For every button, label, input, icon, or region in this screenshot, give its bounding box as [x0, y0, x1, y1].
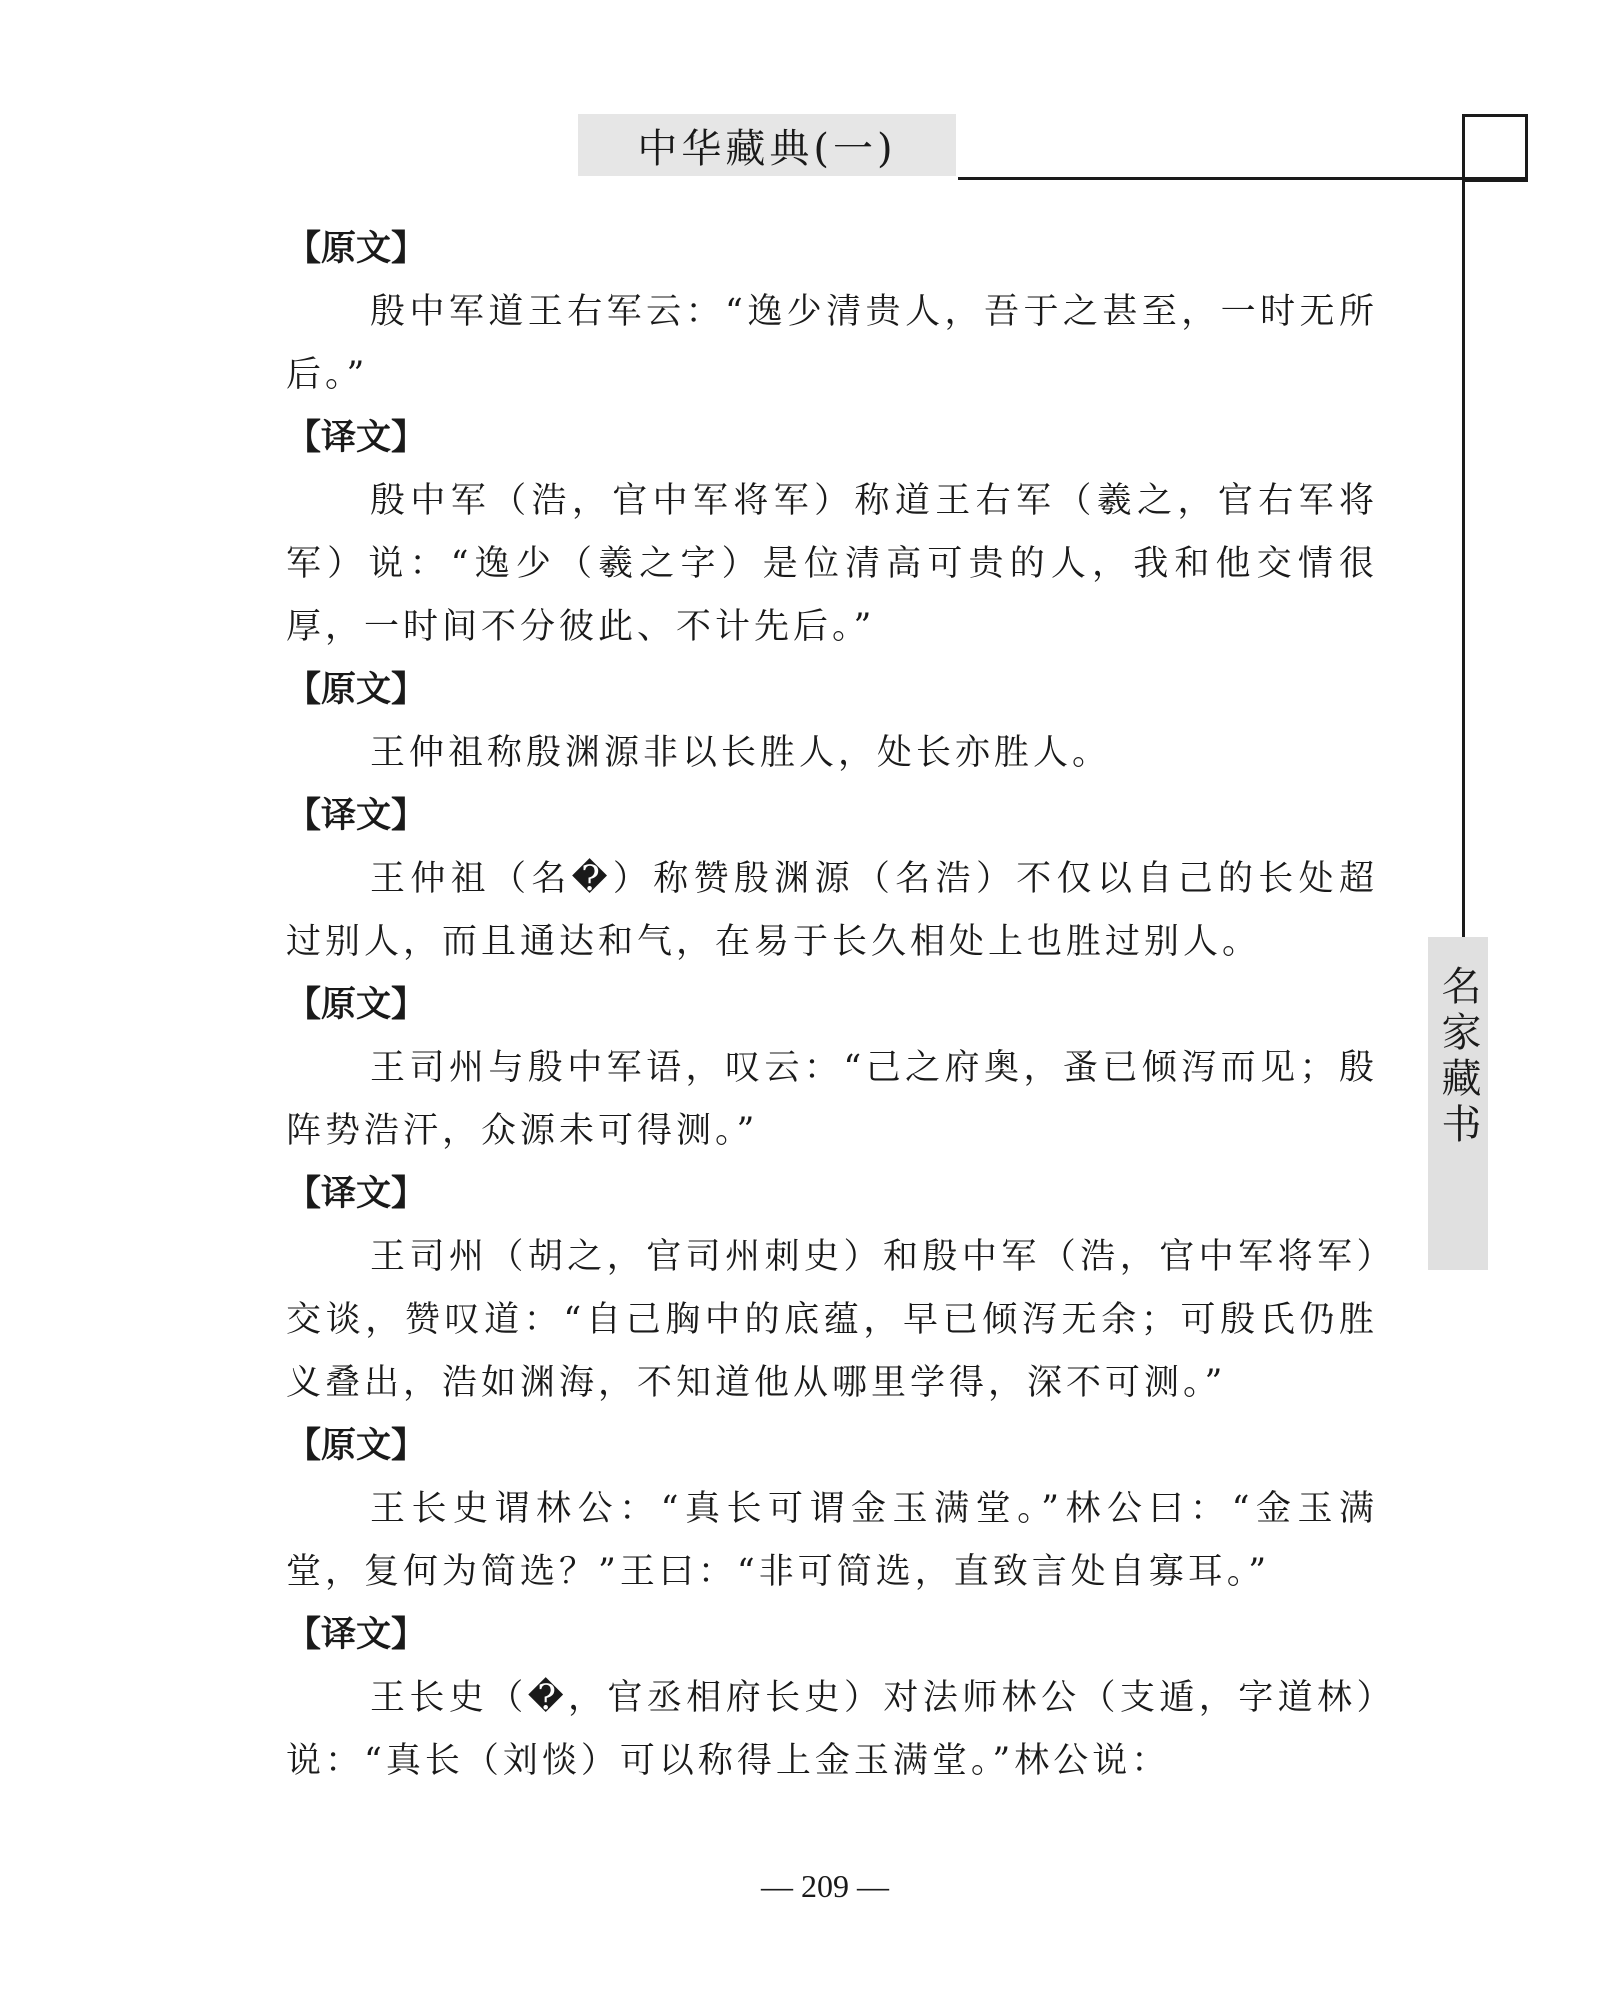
- page-number: — 209 —: [761, 1868, 889, 1904]
- section-heading-original: 【原文】: [286, 670, 427, 710]
- section-heading-original: 【原文】: [286, 229, 427, 269]
- section-heading-original: 【原文】: [286, 985, 427, 1025]
- corner-box-ornament: [1462, 114, 1528, 182]
- side-tab-label: 名家藏书: [1435, 965, 1481, 1149]
- paragraph-original: 殷中军道王右军云：“逸少清贵人，吾于之甚至，一时无所后。”: [286, 292, 1378, 395]
- paragraph-translation: 王司州（胡之，官司州刺史）和殷中军（浩，官中军将军）交谈，赞叹道：“自己胸中的底蕴，早已倾泻无余；可殷氏仍胜义叠出，浩如渊海，不知道他从哪里学得，深不可测。”: [286, 1237, 1378, 1403]
- paragraph-translation: 殷中军（浩，官中军将军）称道王右军（羲之，官右军将军）说：“逸少（羲之字）是位清高可贵的人，我和他交情很厚，一时间不分彼此、不计先后。”: [286, 481, 1378, 647]
- paragraph-original: 王长史谓林公：“真长可谓金玉满堂。”林公曰：“金玉满堂，复何为简选？”王曰：“非可简选，直致言处自寡耳。”: [286, 1489, 1378, 1592]
- section-heading-original: 【原文】: [286, 1426, 427, 1466]
- margin-vertical-rule: [1462, 177, 1465, 937]
- paragraph-original: 王仲祖称殷渊源非以长胜人，处长亦胜人。: [370, 733, 1112, 773]
- section-heading-translation: 【译文】: [286, 796, 427, 836]
- section-heading-translation: 【译文】: [286, 1174, 427, 1214]
- running-header-title: 中华藏典(一): [637, 125, 897, 172]
- section-heading-translation: 【译文】: [286, 418, 427, 458]
- page-body: [286, 218, 1378, 1793]
- paragraph-original: 王司州与殷中军语，叹云：“己之府奥，蚤已倾泻而见；殷阵势浩汗，众源未可得测。”: [286, 1048, 1378, 1151]
- paragraph-translation: 王长史（�，官丞相府长史）对法师林公（支遁，字道林）说：“真长（刘惔）可以称得上金玉满堂。”林公说：: [286, 1678, 1378, 1781]
- paragraph-translation: 王仲祖（名�）称赞殷渊源（名浩）不仅以自己的长处超过别人，而且通达和气，在易于长久相处上也胜过别人。: [286, 859, 1378, 962]
- side-tab: [1428, 937, 1488, 1270]
- header-rule: [958, 177, 1526, 180]
- section-heading-translation: 【译文】: [286, 1615, 427, 1655]
